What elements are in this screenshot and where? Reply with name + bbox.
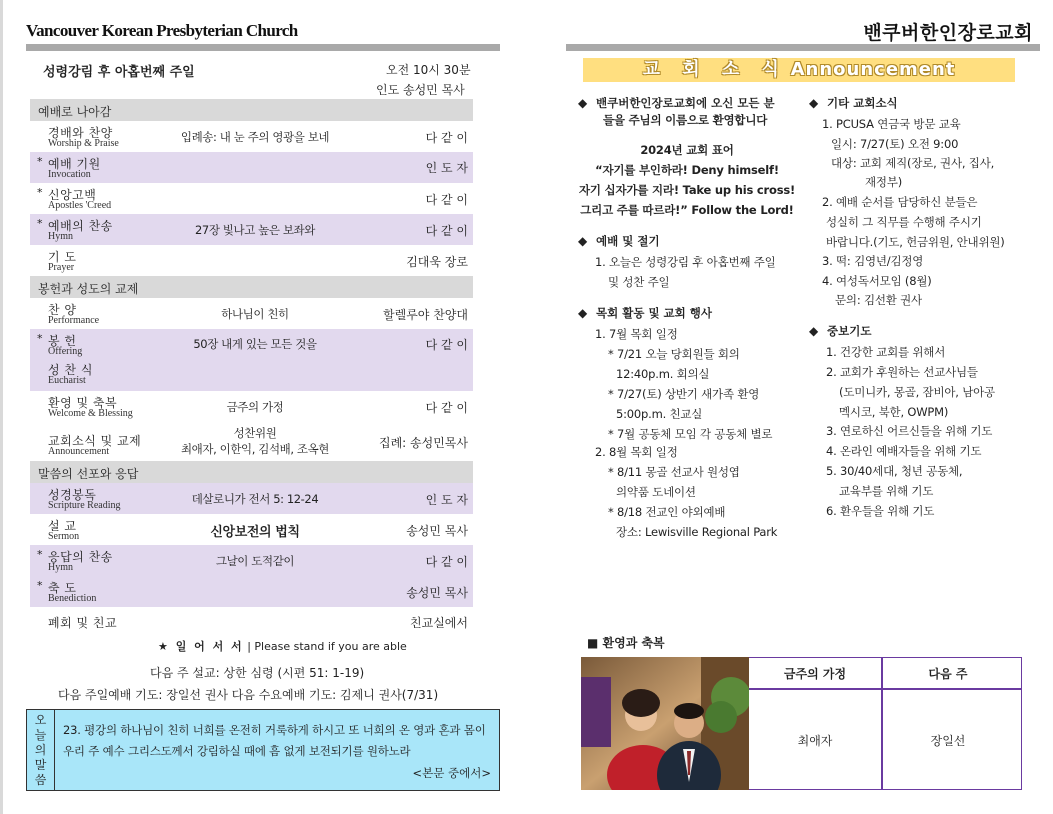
order-row: * 응답의 찬송 Hymn 그날이 도적같이 다 같 이	[30, 545, 473, 576]
order-row: 경배와 찬양 Worship & Praise 입례송: 내 눈 주의 영광을 보네 다 같 이	[30, 121, 473, 152]
order-row: 설 교 Sermon 신앙보전의 법칙 송성민 목사	[30, 514, 473, 545]
church-name-english: Vancouver Korean Presbyterian Church	[26, 21, 298, 40]
next-prayer: 다음 주일예배 기도: 장일선 권사 다음 수요예배 기도: 김제니 권사(7/31)	[58, 688, 439, 702]
table-cell: 최애자	[797, 734, 833, 748]
diamond-icon: ◆	[578, 96, 588, 110]
order-row: 성 찬 식 Eucharist	[30, 359, 473, 391]
section-header: 말씀의 선포와 응답	[30, 461, 473, 483]
order-row: * 신앙고백 Apostles 'Creed 다 같 이	[30, 183, 473, 214]
next-sermon: 다음 주 설교: 상한 심령 (시편 51: 1-19)	[150, 666, 365, 680]
todays-word-line: 우리 주 예수 그리스도께서 강림하실 때에 흠 없게 보전되기를 원하노라	[63, 744, 411, 758]
order-row: 폐회 및 친교 친교실에서	[30, 607, 473, 634]
left-page-edge	[0, 0, 3, 814]
stand-note: ★ 일 어 서 서 | Please stand if you are able	[158, 640, 407, 653]
table-header: 다음 주	[928, 667, 968, 681]
order-row: 교회소식 및 교제 Announcement 성찬위원 최애자, 이한익, 김석배, 조옥현 집례: 송성민목사	[30, 422, 473, 461]
todays-word-box	[26, 709, 500, 791]
news-head: ◆ 기타 교회소식	[809, 96, 898, 110]
news-head: ◆ 목회 활동 및 교회 행사	[578, 306, 712, 320]
diamond-icon: ◆	[578, 306, 588, 320]
diamond-icon: ◆	[578, 234, 588, 248]
announcement-banner: 교 회 소 식 Announcement	[583, 58, 1015, 82]
todays-word-line: 23. 평강의 하나님이 친히 너희를 온전히 거룩하게 하시고 또 너희의 온 영과 혼과 몸이	[63, 723, 486, 737]
welcome-section-title: ■ 환영과 축복	[587, 636, 665, 650]
left-header-bar	[26, 44, 500, 51]
family-photo	[581, 657, 749, 790]
service-leader: 인도 송성민 목사	[376, 83, 465, 97]
todays-word-label: 오 늘 의 말 씀	[27, 710, 55, 790]
order-row: 성경봉독 Scripture Reading 데살로니가 전서 5: 12-24 인 도 자	[30, 483, 473, 514]
order-row: * 예배의 찬송 Hymn 27장 빛나고 높은 보좌와 다 같 이	[30, 214, 473, 245]
host-family-table	[749, 657, 1022, 790]
diamond-icon: ◆	[809, 324, 819, 338]
church-name-korean: 밴쿠버한인장로교회	[863, 22, 1033, 44]
order-row: * 봉 헌 Offering 50장 내게 있는 모든 것을 다 같 이	[30, 329, 473, 359]
order-of-worship	[30, 99, 473, 634]
order-row: 환영 및 축복 Welcome & Blessing 금주의 가정 다 같 이	[30, 391, 473, 422]
family-photo-image	[581, 657, 749, 790]
order-row: * 예배 기원 Invocation 인 도 자	[30, 152, 473, 183]
todays-word-source: <본문 중에서>	[412, 766, 491, 780]
news-head: ◆ 예배 및 절기	[578, 234, 660, 248]
order-row: 기 도 Prayer 김대욱 장로	[30, 245, 473, 276]
service-time: 오전 10시 30분	[386, 63, 471, 77]
right-header-bar	[566, 44, 1040, 51]
table-divider	[749, 688, 1021, 690]
news-head: ◆ 밴쿠버한인장로교회에 오신 모든 분	[578, 96, 775, 110]
service-title: 성령강림 후 아홉번째 주일	[43, 65, 195, 80]
diamond-icon: ◆	[809, 96, 819, 110]
section-header: 예배로 나아감	[30, 99, 473, 121]
table-header: 금주의 가정	[783, 667, 847, 681]
news-head: ◆ 중보기도	[809, 324, 872, 338]
section-header: 봉헌과 성도의 교제	[30, 276, 473, 298]
table-cell: 장일선	[930, 734, 966, 748]
order-row: 찬 양 Performance 하나님이 친히 할렐루야 찬양대	[30, 298, 473, 329]
order-row: * 축 도 Benediction 송성민 목사	[30, 576, 473, 607]
